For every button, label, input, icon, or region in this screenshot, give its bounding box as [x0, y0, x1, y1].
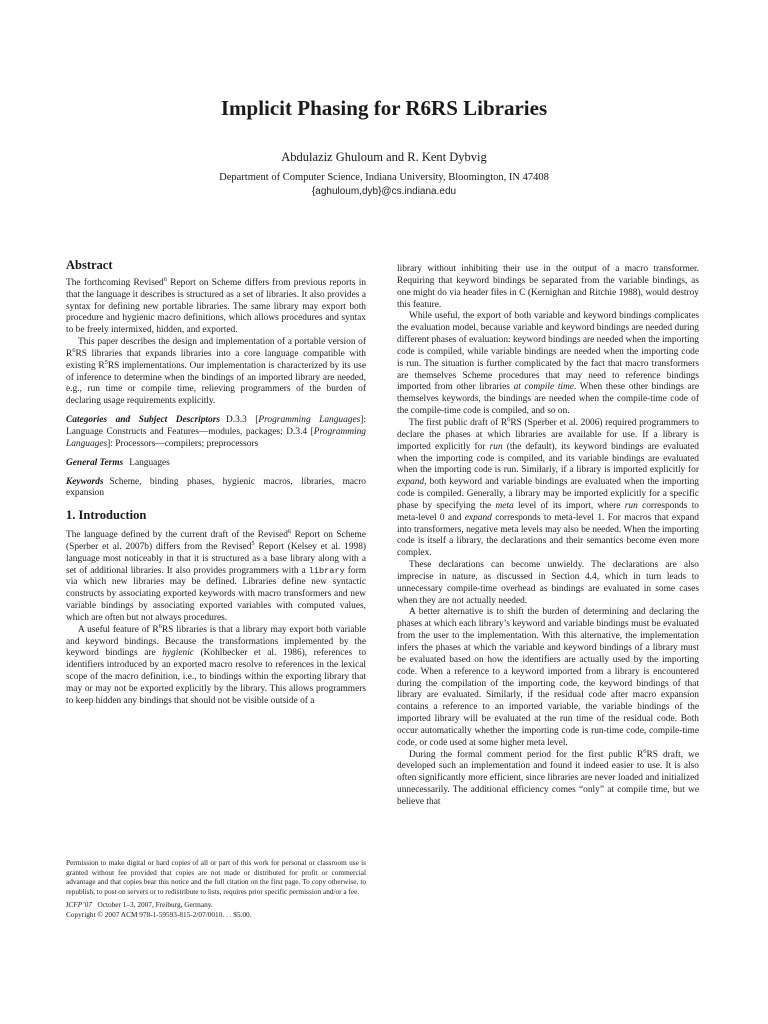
categories-descriptors: Categories and Subject Descriptors D.3.3 [Programming Languages]: Language Constructs and Features—modules, packages; D.3.4 [Programming Languages]: Processors—compilers; preprocessors [66, 415, 366, 449]
right-paragraph-4: These declarations can become unwieldy. The declarations are also imprecise in nature, as discussed in Section 4.4, which in turn leads to unnecessary compile-time overhead as bindings are evaluated in some cases when they are not actually needed. [397, 560, 699, 606]
intro-heading: 1. Introduction [66, 508, 147, 523]
abstract-paragraph-2: This paper describes the design and implementation of a portable version of $R^6RS$ libraries that expands libraries into a core language compatible with existing $R^5RS$ implementations. Our implementation is characterized by its use of inference to determine when the bindings of an imported library are needed, e.g., run time or compile time, relieving programmers of the burden of declaring usage requirements explicitly. [66, 337, 366, 407]
general-terms: General Terms Languages [66, 457, 170, 468]
right-paragraph-5: A better alternative is to shift the burden of determining and declaring the phases at which each library’s keyword and variable bindings must be evaluated from the user to the implementation. With this alternative, the implementation infers the phases at which the variable and keyword bindings of a library must be evaluated based on how the identifiers are actually used by the importing code. When a reference to a keyword imported from a library is encountered during the compilation of the importing code, the keyword bindings of that library are evaluated. Similarly, if the residual code after macro expansion contains a reference to an imported variable, the variable bindings of the imported library will be evaluated at the run time of the residual code. Both occur automatically whether the importing code is run-time code, compile-time code, or code used at some higher meta level. [397, 607, 699, 748]
permission-notice: Permission to make digital or hard copies of all or part of this work for personal or classroom use is granted without fee provided that copies are not made or distributed for profit or commercial advantage and that copies bear this notice and the full citation on the first page. To copy otherwise, to republish, to post on servers or to redistribute to lists, requires prior specific permission and/or a fee. [66, 858, 366, 897]
abstract-paragraph-1: The forthcoming Revised$^6$ Report on Scheme differs from previous reports in that the language it describes is structured as a set of libraries. It also provides a syntax for defining new portable libraries. The same library may export both procedure and hygienic macro definitions, which allows procedures and syntax to be freely intermixed, hidden, and exported. [66, 275, 367, 336]
right-paragraph-3: The first public draft of $R^6RS$ (Sperber et al. 2006) required programmers to declare the phases at which libraries are available for use. If a library is imported explicitly for run (the default), its keyword bindings are evaluated when the importing code is compiled, and its variable bindings are evaluated when the importing code is run. Similarly, if a library is imported explicitly for expand, both keyword and variable bindings are evaluated when the importing code is compiled. Generally, a library may be imported explicitly for a specific phase by specifying the meta level of its import, where run corresponds to meta-level 0 and expand corresponds to meta-level 1. For macros that expand into transformers, negative meta levels may also be needed. When the importing code is itself a library, the declarations and their semantics become even more complex. [397, 415, 699, 559]
right-paragraph-2: While useful, the export of both variable and keyword bindings complicates the evaluation model, because variable and keyword bindings are needed during different phases of evaluation: keyword bindings are needed when the importing code is compiled, while variable bindings are needed when the importing code is run. The situation is further complicated by the fact that macro transformers are themselves Scheme procedures that may need to reference bindings imported from other libraries at compile time. When these other bindings are themselves keywords, the bindings are needed when the compile-time code of the compile-time code is compiled, and so on. [397, 311, 699, 417]
right-paragraph-6: During the formal comment period for the first public $R^6RS$ draft, we developed such an implementation and found it indeed easier to use. It is also often significantly more efficient, since libraries are never loaded and initialized unnecessarily. The additional efficiency comes “only” at compile time, but we believe that [397, 747, 699, 807]
venue-line: ICFP’07 October 1–3, 2007, Freiburg, Germany. [66, 899, 213, 909]
copyright-line: Copyright © 2007 ACM 978-1-59593-815-2/07/0010. . . $5.00. [66, 909, 252, 919]
keywords: Keywords Scheme, binding phases, hygienic macros, libraries, macro expansion [66, 476, 366, 499]
left-column [66, 260, 366, 708]
right-paragraph-1: library without inhibiting their use in the output of a macro transformer. Requiring that keyword bindings be separated from the variable bindings, as one might do via header files in C (Kernighan and Ritchie 1988), would destroy this feature. [397, 264, 699, 310]
email: {aghuloum,dyb}@cs.indiana.edu [311, 186, 457, 197]
copyright-footnote [66, 858, 366, 919]
paper-title: Implicit Phasing for R6RS Libraries [220, 96, 548, 120]
affiliation: Department of Computer Science, Indiana University, Bloomington, IN 47408 [219, 172, 549, 183]
right-column [397, 264, 699, 809]
abstract-heading: Abstract [66, 258, 113, 272]
authors: Abdulaziz Ghuloum and R. Kent Dybvig [281, 150, 487, 164]
intro-paragraph-1: The language defined by the current draft of the Revised$^6$ Report on Scheme (Sperber et al. 2007b) differs from the Revised$^5$ Report (Kelsey et al. 1998) language most noticeably in that it is structured as a base library along with a set of additional libraries. It also provides programmers with a library form via which new libraries may be defined. Libraries define new syntactic constructs by associating exported keywords with macro transformers and new variable bindings by associating exported variables with computed values, which are often but not always procedures. [66, 527, 367, 623]
intro-paragraph-2: A useful feature of $R^6RS$ libraries is that a library may export both variable and keyword bindings. Because the transformations implemented by the keyword bindings are hygienic (Kohlbecker et al. 1986), references to identifiers introduced by an exported macro resolve to references in the lexical scope of the macro definition, i.e., to bindings within the exporting library that may or may not be exported explicitly by the library. This allows programmers to keep hidden any bindings that should not be visible outside of a [66, 622, 367, 706]
